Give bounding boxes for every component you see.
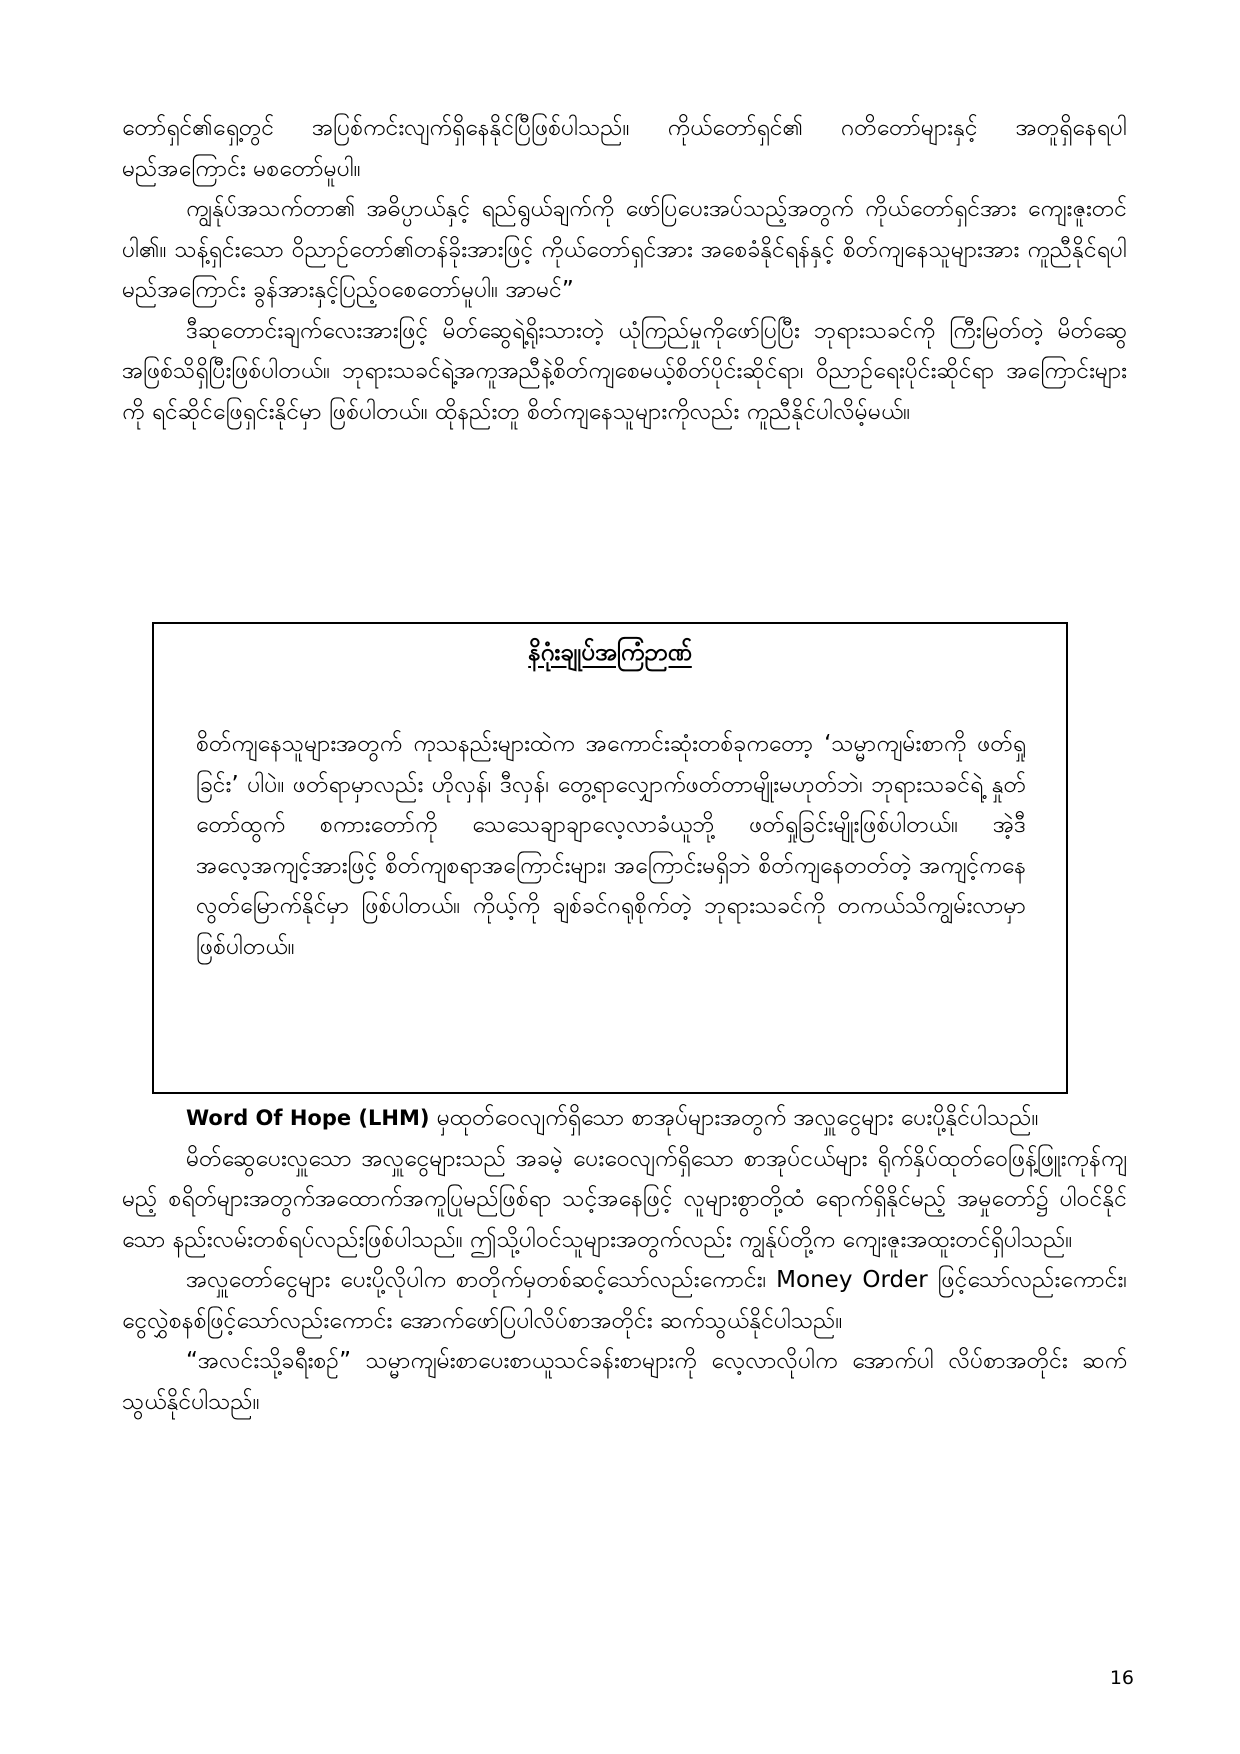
- lower-text-block: [122, 1098, 1127, 1422]
- paragraph-prayer-explanation: ဒီဆုတောင်းချက်လေးအားဖြင့် မိတ်ဆွေရဲ့ရိုးသားတဲ့ ယုံကြည်မှုကိုဖော်ပြပြီး ဘုရားသခင်ကို ကြီးမြတ်တဲ့ မိတ်ဆွေအဖြစ်သိရှိပြီးဖြစ်ပါတယ်။ ဘုရားသခင်ရဲ့အကူအညီနဲ့စိတ်ကျစေမယ့်စိတ်ပိုင်းဆိုင်ရာ၊ ဝိညာဉ်ရေးပိုင်းဆိုင်ရာ အကြောင်းများကို ရင်ဆိုင်ဖြေရှင်းနိုင်မှာ ဖြစ်ပါတယ်။ ထိုနည်းတူ စိတ်ကျနေသူများကိုလည်း ကူညီနိုင်ပါလိမ့်မယ်။: [122, 317, 1127, 425]
- paragraph-donation-intro: [122, 1098, 1127, 1139]
- paragraph-bible-course: “အလင်းသို့ခရီးစဉ်” သမ္မာကျမ်းစာပေးစာယူသင်ခန်းစာများကို လေ့လာလိုပါက အောက်ပါ လိပ်စာအတိုင်း ဆက်သွယ်နိုင်ပါသည်။: [122, 1348, 1127, 1415]
- callout-title: နိဂုံးချုပ်အကြံဉာဏ်: [528, 638, 692, 666]
- callout-body: စိတ်ကျနေသူများအတွက် ကုသနည်းများထဲက အကောင်းဆုံးတစ်ခုကတော့ ‘သမ္မာကျမ်းစာကို ဖတ်ရှုခြင်း’ ပါပဲ။ ဖတ်ရာမှာလည်း ဟိုလှန်၊ ဒီလှန်၊ တွေ့ရာလျှောက်ဖတ်တာမျိုးမဟုတ်ဘဲ၊ ဘုရားသခင်ရဲ့ နှုတ်တော်ထွက် စကားတော်ကို သေသေချာချာလေ့လာခံယူဘို့ ဖတ်ရှုခြင်းမျိုးဖြစ်ပါတယ်။ အဲ့ဒီအလေ့အကျင့်အားဖြင့် စိတ်ကျစရာအကြောင်းများ၊ အကြောင်းမရှိဘဲ စိတ်ကျနေတတ်တဲ့ အကျင့်ကနေ လွတ်မြောက်နိုင်မှာ ဖြစ်ပါတယ်။ ကိုယ့်ကို ချစ်ခင်ဂရုစိုက်တဲ့ ဘုရားသခင်ကို တကယ်သိကျွမ်းလာမှာ ဖြစ်ပါတယ်။: [196, 731, 1026, 960]
- page-number: 16: [1109, 1667, 1134, 1689]
- paragraph-donation-methods: အလှူတော်ငွေများ ပေးပို့လိုပါက စာတိုက်မှတစ်ဆင့်သော်လည်းကောင်း၊ Money Order ဖြင့်သော်လည်းကောင်း၊ ငွေလွှဲစနစ်ဖြင့်သော်လည်းကောင်း အောက်ဖော်ပြပါလိပ်စာအတိုင်း ဆက်သွယ်နိုင်ပါသည်။: [122, 1267, 1127, 1334]
- paragraph-donation-intro-text: မှထုတ်ဝေလျက်ရှိသော စာအုပ်များအတွက် အလှူငွေများ ပေးပို့နိုင်ပါသည်။: [429, 1105, 1039, 1131]
- paragraph-continuation: တော်ရှင်၏ရှေ့တွင် အပြစ်ကင်းလျက်ရှိနေနိုင်ပြီဖြစ်ပါသည်။ ကိုယ်တော်ရှင်၏ ဂတိတော်များနှင့် အတူရှိနေရပါမည်အကြောင်း မစတော်မူပါ။: [122, 115, 1127, 182]
- conclusion-advice-box: [152, 622, 1068, 1094]
- top-text-block: [122, 108, 1127, 432]
- paragraph-donation-purpose: မိတ်ဆွေပေးလှူသော အလှူငွေများသည် အခမဲ့ ပေးဝေလျက်ရှိသော စာအုပ်ငယ်များ ရိုက်နှိပ်ထုတ်ဝေဖြန့်ဖြူးကုန်ကျမည့် စရိတ်များအတွက်အထောက်အကူပြုမည်ဖြစ်ရာ သင့်အနေဖြင့် လူများစွာတို့ထံ ရောက်ရှိနိုင်မည့် အမှုတော်၌ ပါဝင်နိုင်သော နည်းလမ်းတစ်ရပ်လည်းဖြစ်ပါသည်။ ဤသို့ပါဝင်သူများအတွက်လည်း ကျွန်ုပ်တို့က ကျေးဇူးအထူးတင်ရှိပါသည်။: [122, 1145, 1127, 1253]
- paragraph-prayer-thanks: ကျွန်ုပ်အသက်တာ၏ အဓိပ္ပာယ်နှင့် ရည်ရွယ်ချက်ကို ဖော်ပြပေးအပ်သည့်အတွက် ကိုယ်တော်ရှင်အား ကျေးဇူးတင်ပါ၏။ သန့်ရှင်းသော ဝိညာဉ်တော်၏တန်ခိုးအားဖြင့် ကိုယ်တော်ရှင်အား အစေခံနိုင်ရန်နှင့် စိတ်ကျနေသူများအား ကူညီနိုင်ရပါမည်အကြောင်း ခွန်အားနှင့်ပြည့်ဝစေတော်မူပါ။ အာမင်”: [122, 196, 1127, 303]
- publisher-name: Word Of Hope (LHM): [186, 1106, 430, 1130]
